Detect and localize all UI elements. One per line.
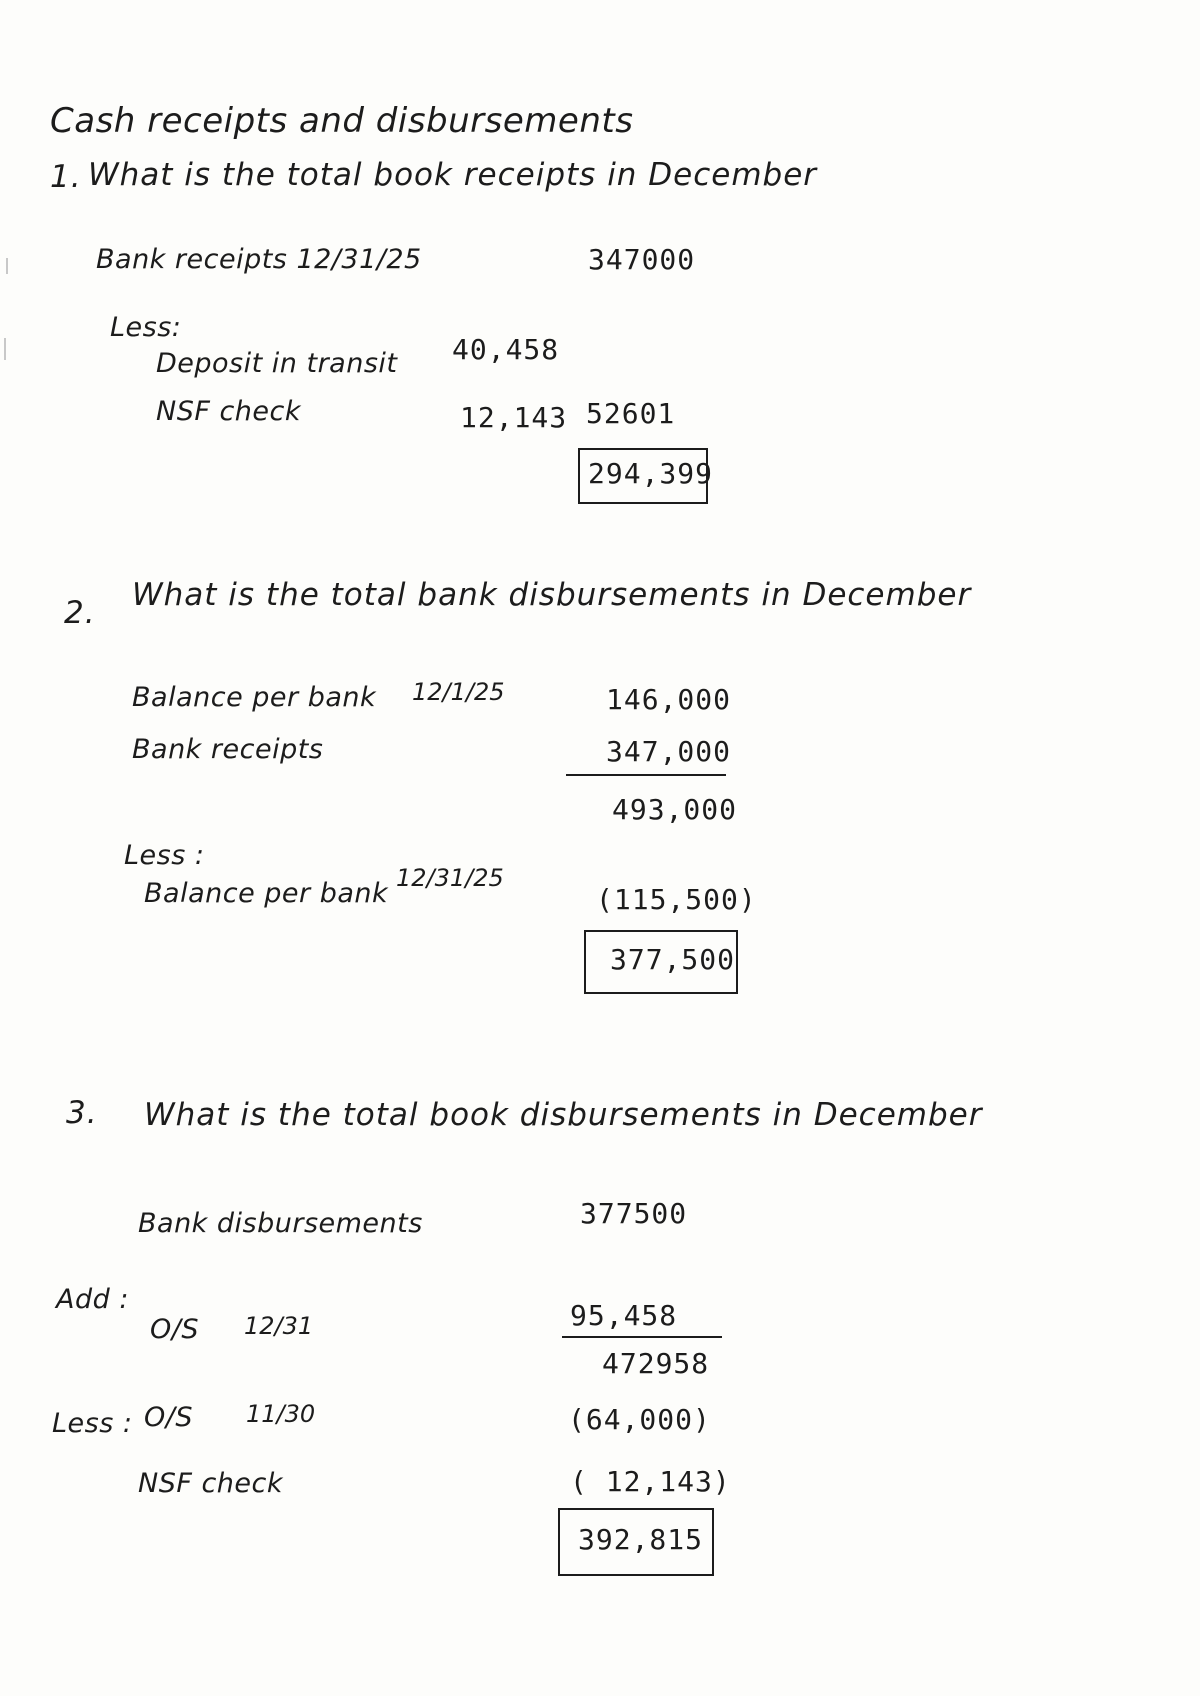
q3-nsf-amount: ( 12,143) — [570, 1465, 731, 1498]
q1-nsf-amount: 12,143 — [460, 401, 568, 434]
scan-edge-mark — [4, 338, 6, 360]
q3-bank-disb-amount: 377500 — [580, 1197, 688, 1230]
q2-bank-receipts-amount: 347,000 — [606, 735, 732, 768]
q1-less-label: Less: — [110, 312, 182, 343]
q3-add-label: Add : — [56, 1284, 129, 1315]
q3-total: 472958 — [602, 1347, 710, 1380]
q2-bal-end-label: Balance per bank — [144, 878, 389, 909]
q1-number: 1. — [50, 159, 82, 195]
q2-bal-end-date: 12/31/25 — [396, 864, 504, 892]
q3-os-end-amount: 95,458 — [570, 1299, 678, 1332]
q1-less-subtotal: 52601 — [586, 397, 676, 430]
q3-question: What is the total book disbursements in December — [144, 1097, 983, 1133]
q2-bal-begin-label: Balance per bank — [132, 682, 377, 713]
q1-nsf-label: NSF check — [156, 396, 301, 427]
q3-os-end-label: O/S — [150, 1314, 199, 1345]
q1-bank-receipts-amount: 347000 — [588, 243, 696, 276]
q3-less-label: Less : — [52, 1408, 133, 1439]
q3-number: 3. — [66, 1095, 98, 1131]
q2-total: 493,000 — [612, 793, 738, 826]
page-title: Cash receipts and disbursements — [50, 101, 634, 141]
q3-bank-disb-label: Bank disbursements — [138, 1208, 423, 1239]
q3-nsf-label: NSF check — [138, 1468, 283, 1499]
q2-bal-begin-date: 12/1/25 — [412, 678, 505, 706]
q3-answer: 392,815 — [578, 1523, 704, 1556]
q3-os-begin-date: 11/30 — [246, 1400, 316, 1428]
q2-bal-begin-amount: 146,000 — [606, 683, 732, 716]
q2-answer: 377,500 — [610, 943, 736, 976]
q1-answer: 294,399 — [588, 457, 714, 490]
q2-bal-end-amount: (115,500) — [596, 883, 757, 916]
q2-bank-receipts-label: Bank receipts — [132, 734, 324, 765]
q3-os-end-date: 12/31 — [244, 1312, 314, 1340]
q1-bank-receipts-label: Bank receipts 12/31/25 — [96, 244, 422, 275]
scan-edge-mark — [6, 258, 8, 274]
q2-sum-rule — [566, 774, 726, 776]
q1-dit-label: Deposit in transit — [156, 348, 398, 379]
q3-sum-rule — [562, 1336, 722, 1338]
q1-dit-amount: 40,458 — [452, 333, 560, 366]
q2-number: 2. — [64, 595, 96, 631]
q3-os-begin-amount: (64,000) — [568, 1403, 711, 1436]
q2-less-label: Less : — [124, 840, 205, 871]
q3-os-begin-label: O/S — [144, 1402, 193, 1433]
q2-question: What is the total bank disbursements in December — [132, 577, 972, 613]
q1-question: What is the total book receipts in December — [88, 157, 818, 193]
